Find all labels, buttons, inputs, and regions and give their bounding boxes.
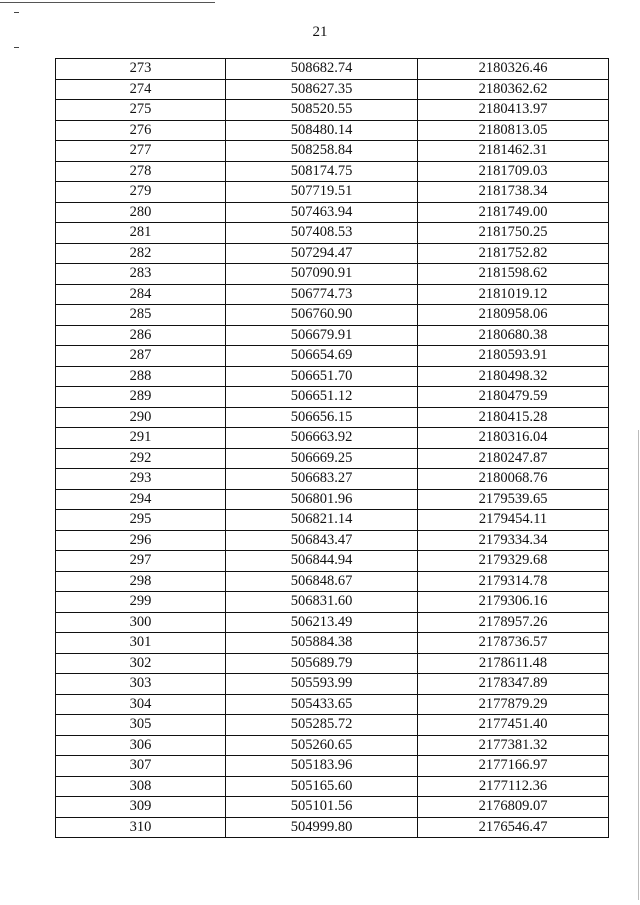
- point-number-cell: 294: [56, 489, 226, 510]
- point-number-cell: 290: [56, 407, 226, 428]
- x-coordinate-cell: 506651.12: [226, 387, 418, 408]
- table-row: [56, 489, 609, 510]
- x-coordinate-cell: 507090.91: [226, 264, 418, 285]
- x-coordinate-cell: 506774.73: [226, 284, 418, 305]
- table-row: [56, 284, 609, 305]
- point-number-cell: 273: [56, 59, 226, 80]
- y-coordinate-cell: 2179334.34: [418, 530, 609, 551]
- table-row: [56, 223, 609, 244]
- x-coordinate-cell: 508520.55: [226, 100, 418, 121]
- y-coordinate-cell: 2176546.47: [418, 817, 609, 838]
- y-coordinate-cell: 2180415.28: [418, 407, 609, 428]
- x-coordinate-cell: 508682.74: [226, 59, 418, 80]
- point-number-cell: 305: [56, 715, 226, 736]
- y-coordinate-cell: 2180593.91: [418, 346, 609, 367]
- y-coordinate-cell: 2178736.57: [418, 633, 609, 654]
- point-number-cell: 302: [56, 653, 226, 674]
- table-row: [56, 551, 609, 572]
- table-row: [56, 325, 609, 346]
- x-coordinate-cell: 505165.60: [226, 776, 418, 797]
- y-coordinate-cell: 2180680.38: [418, 325, 609, 346]
- point-number-cell: 310: [56, 817, 226, 838]
- y-coordinate-cell: 2179329.68: [418, 551, 609, 572]
- table-row: [56, 182, 609, 203]
- y-coordinate-cell: 2181709.03: [418, 161, 609, 182]
- point-number-cell: 274: [56, 79, 226, 100]
- x-coordinate-cell: 507463.94: [226, 202, 418, 223]
- y-coordinate-cell: 2181462.31: [418, 141, 609, 162]
- y-coordinate-cell: 2178611.48: [418, 653, 609, 674]
- table-row: [56, 79, 609, 100]
- table-row: [56, 592, 609, 613]
- scan-artifact-mark: [14, 47, 19, 48]
- y-coordinate-cell: 2178347.89: [418, 674, 609, 695]
- table-row: [56, 141, 609, 162]
- x-coordinate-cell: 508258.84: [226, 141, 418, 162]
- point-number-cell: 286: [56, 325, 226, 346]
- table-row: [56, 571, 609, 592]
- x-coordinate-cell: 504999.80: [226, 817, 418, 838]
- table-row: [56, 817, 609, 838]
- y-coordinate-cell: 2180326.46: [418, 59, 609, 80]
- point-number-cell: 282: [56, 243, 226, 264]
- point-number-cell: 306: [56, 735, 226, 756]
- y-coordinate-cell: 2178957.26: [418, 612, 609, 633]
- point-number-cell: 297: [56, 551, 226, 572]
- y-coordinate-cell: 2176809.07: [418, 797, 609, 818]
- point-number-cell: 276: [56, 120, 226, 141]
- point-number-cell: 293: [56, 469, 226, 490]
- table-row: [56, 407, 609, 428]
- y-coordinate-cell: 2179539.65: [418, 489, 609, 510]
- x-coordinate-cell: 508627.35: [226, 79, 418, 100]
- x-coordinate-cell: 505593.99: [226, 674, 418, 695]
- point-number-cell: 283: [56, 264, 226, 285]
- coordinates-table: [55, 58, 609, 838]
- point-number-cell: 296: [56, 530, 226, 551]
- y-coordinate-cell: 2177166.97: [418, 756, 609, 777]
- table-row: [56, 510, 609, 531]
- y-coordinate-cell: 2181598.62: [418, 264, 609, 285]
- y-coordinate-cell: 2180498.32: [418, 366, 609, 387]
- table-row: [56, 243, 609, 264]
- point-number-cell: 299: [56, 592, 226, 613]
- table-row: [56, 530, 609, 551]
- table-row: [56, 653, 609, 674]
- x-coordinate-cell: 505884.38: [226, 633, 418, 654]
- point-number-cell: 301: [56, 633, 226, 654]
- y-coordinate-cell: 2177381.32: [418, 735, 609, 756]
- x-coordinate-cell: 505183.96: [226, 756, 418, 777]
- point-number-cell: 281: [56, 223, 226, 244]
- table-row: [56, 59, 609, 80]
- y-coordinate-cell: 2181752.82: [418, 243, 609, 264]
- table-row: [56, 387, 609, 408]
- point-number-cell: 304: [56, 694, 226, 715]
- point-number-cell: 300: [56, 612, 226, 633]
- point-number-cell: 295: [56, 510, 226, 531]
- point-number-cell: 285: [56, 305, 226, 326]
- y-coordinate-cell: 2179314.78: [418, 571, 609, 592]
- y-coordinate-cell: 2181749.00: [418, 202, 609, 223]
- point-number-cell: 292: [56, 448, 226, 469]
- point-number-cell: 308: [56, 776, 226, 797]
- x-coordinate-cell: 506801.96: [226, 489, 418, 510]
- point-number-cell: 307: [56, 756, 226, 777]
- table-row: [56, 428, 609, 449]
- point-number-cell: 298: [56, 571, 226, 592]
- table-body: [56, 59, 609, 838]
- table-row: [56, 756, 609, 777]
- y-coordinate-cell: 2181738.34: [418, 182, 609, 203]
- y-coordinate-cell: 2179306.16: [418, 592, 609, 613]
- y-coordinate-cell: 2180413.97: [418, 100, 609, 121]
- point-number-cell: 277: [56, 141, 226, 162]
- table-row: [56, 797, 609, 818]
- point-number-cell: 284: [56, 284, 226, 305]
- table-row: [56, 100, 609, 121]
- point-number-cell: 303: [56, 674, 226, 695]
- x-coordinate-cell: 506848.67: [226, 571, 418, 592]
- x-coordinate-cell: 505689.79: [226, 653, 418, 674]
- scan-artifact-line: [0, 2, 215, 3]
- table-row: [56, 366, 609, 387]
- x-coordinate-cell: 507294.47: [226, 243, 418, 264]
- x-coordinate-cell: 506663.92: [226, 428, 418, 449]
- x-coordinate-cell: 506651.70: [226, 366, 418, 387]
- table-row: [56, 305, 609, 326]
- table-row: [56, 264, 609, 285]
- x-coordinate-cell: 506656.15: [226, 407, 418, 428]
- table-row: [56, 694, 609, 715]
- x-coordinate-cell: 506669.25: [226, 448, 418, 469]
- point-number-cell: 289: [56, 387, 226, 408]
- x-coordinate-cell: 505260.65: [226, 735, 418, 756]
- x-coordinate-cell: 506679.91: [226, 325, 418, 346]
- point-number-cell: 278: [56, 161, 226, 182]
- y-coordinate-cell: 2180813.05: [418, 120, 609, 141]
- table-row: [56, 120, 609, 141]
- x-coordinate-cell: 506654.69: [226, 346, 418, 367]
- x-coordinate-cell: 506843.47: [226, 530, 418, 551]
- point-number-cell: 275: [56, 100, 226, 121]
- point-number-cell: 291: [56, 428, 226, 449]
- x-coordinate-cell: 506760.90: [226, 305, 418, 326]
- y-coordinate-cell: 2180316.04: [418, 428, 609, 449]
- point-number-cell: 279: [56, 182, 226, 203]
- table-row: [56, 735, 609, 756]
- y-coordinate-cell: 2179454.11: [418, 510, 609, 531]
- x-coordinate-cell: 507408.53: [226, 223, 418, 244]
- table-row: [56, 612, 609, 633]
- scan-artifact-mark: [14, 12, 19, 13]
- y-coordinate-cell: 2177112.36: [418, 776, 609, 797]
- table-row: [56, 161, 609, 182]
- y-coordinate-cell: 2180958.06: [418, 305, 609, 326]
- coordinates-table-container: [55, 58, 608, 838]
- x-coordinate-cell: 506844.94: [226, 551, 418, 572]
- y-coordinate-cell: 2177451.40: [418, 715, 609, 736]
- y-coordinate-cell: 2180479.59: [418, 387, 609, 408]
- y-coordinate-cell: 2180362.62: [418, 79, 609, 100]
- point-number-cell: 287: [56, 346, 226, 367]
- y-coordinate-cell: 2181019.12: [418, 284, 609, 305]
- x-coordinate-cell: 507719.51: [226, 182, 418, 203]
- page-number: 21: [312, 24, 328, 40]
- scan-artifact-edge: [638, 430, 639, 900]
- y-coordinate-cell: 2180068.76: [418, 469, 609, 490]
- x-coordinate-cell: 506213.49: [226, 612, 418, 633]
- y-coordinate-cell: 2177879.29: [418, 694, 609, 715]
- x-coordinate-cell: 508174.75: [226, 161, 418, 182]
- x-coordinate-cell: 505433.65: [226, 694, 418, 715]
- x-coordinate-cell: 506683.27: [226, 469, 418, 490]
- point-number-cell: 280: [56, 202, 226, 223]
- point-number-cell: 309: [56, 797, 226, 818]
- x-coordinate-cell: 506821.14: [226, 510, 418, 531]
- y-coordinate-cell: 2180247.87: [418, 448, 609, 469]
- y-coordinate-cell: 2181750.25: [418, 223, 609, 244]
- table-row: [56, 715, 609, 736]
- table-row: [56, 633, 609, 654]
- point-number-cell: 288: [56, 366, 226, 387]
- table-row: [56, 674, 609, 695]
- table-row: [56, 448, 609, 469]
- table-row: [56, 346, 609, 367]
- table-row: [56, 469, 609, 490]
- x-coordinate-cell: 506831.60: [226, 592, 418, 613]
- x-coordinate-cell: 505101.56: [226, 797, 418, 818]
- x-coordinate-cell: 505285.72: [226, 715, 418, 736]
- table-row: [56, 776, 609, 797]
- x-coordinate-cell: 508480.14: [226, 120, 418, 141]
- table-row: [56, 202, 609, 223]
